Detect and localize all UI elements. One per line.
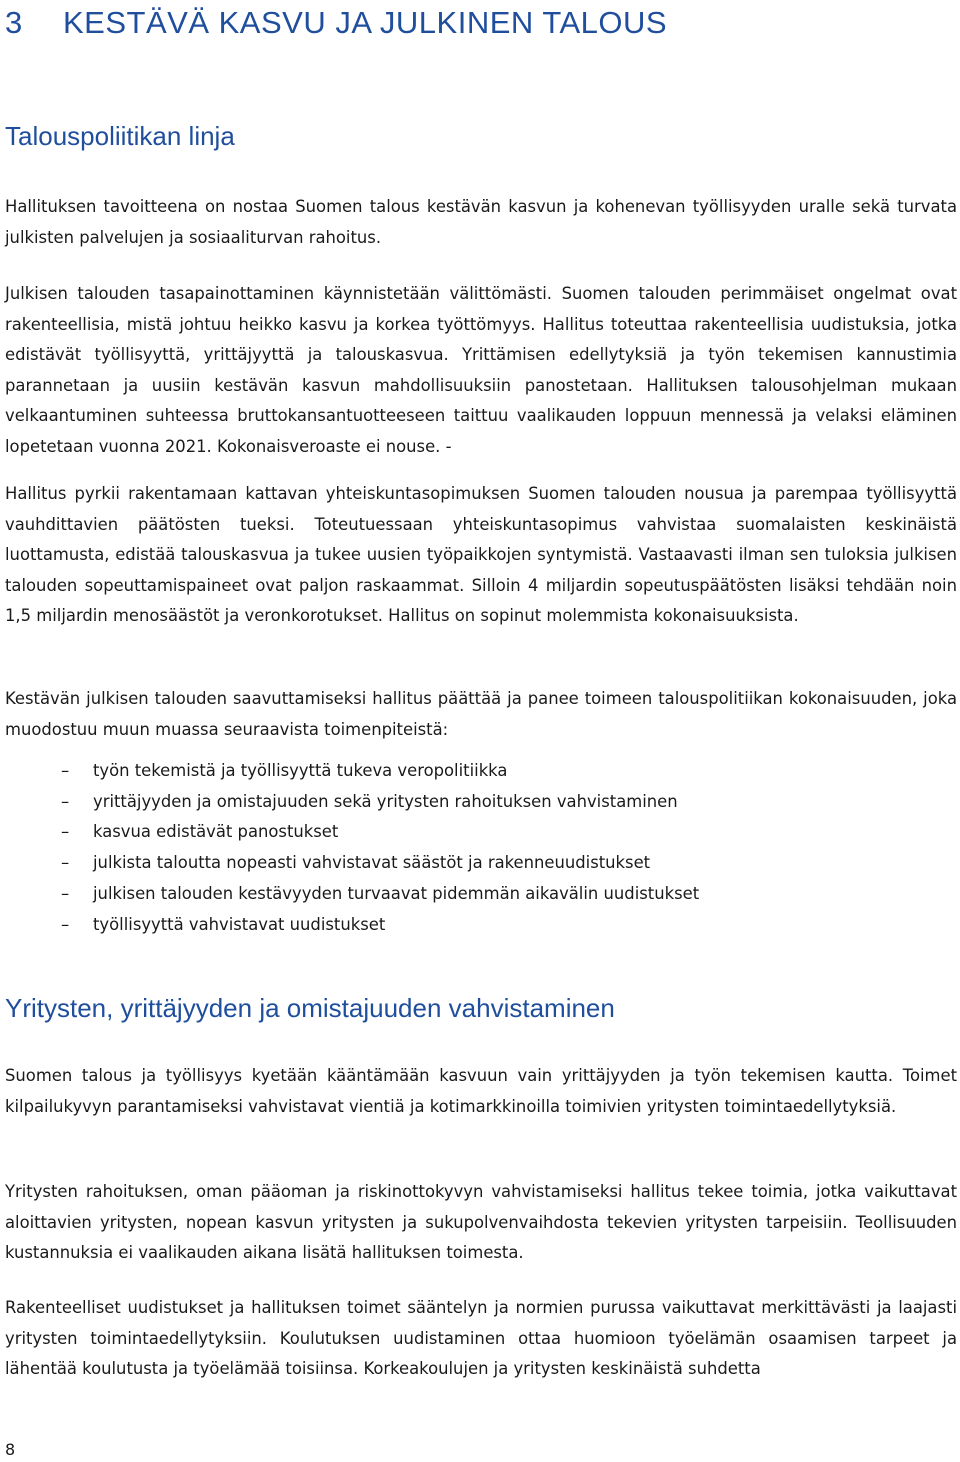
bullet-dash: – [61, 822, 70, 842]
bullet-dash: – [61, 791, 70, 811]
list-item [5, 879, 957, 910]
chapter-title [5, 4, 667, 42]
page-number: 8 [5, 1440, 16, 1459]
list-item-text: julkisen talouden kestävyyden turvaavat pidemmän aikavälin uudistukset [93, 883, 700, 903]
bullet-dash: – [61, 761, 70, 780]
paragraph: Suomen talous ja työllisyys kyetään kääntämään kasvuun vain yrittäjyyden ja työn tekemisen kautta. Toimet kilpailukyvyn parantamiseksi vahvistavat vientiä ja kotimarkkinoilla toimivien yritysten toimintaedellytyksiä. [5, 1066, 957, 1116]
bullet-dash: – [61, 883, 70, 903]
bullet-dash: – [61, 914, 70, 934]
list-item-text: yrittäjyyden ja omistajuuden sekä yritysten rahoituksen vahvistaminen [93, 791, 678, 811]
list-item-text: julkista taloutta nopeasti vahvistavat säästöt ja rakenneuudistukset [93, 853, 651, 873]
chapter-title-text: KESTÄVÄ KASVU JA JULKINEN TALOUS [63, 5, 668, 40]
section-heading-talouspolitiikan-linja: Talouspoliitikan linja [5, 121, 235, 151]
bullet-dash: – [61, 853, 70, 873]
list-item-text: työllisyyttä vahvistavat uudistukset [93, 914, 386, 934]
paragraph: Julkisen talouden tasapainottaminen käynnistetään välittömästi. Suomen talouden perimmäiset ongelmat ovat rakenteellisia, mistä johtuu heikko kasvu ja korkea työttömyys. Hallitus toteuttaa rakenteellisia uudistuksia, jotka edistävät työllisyyttä, yrittäjyyttä ja talouskasvua. Yrittämisen edellytyksiä ja työn tekemisen kannustimia parannetaan ja uusiin kestävän kasvun mahdollisuuksiin panostetaan. Hallituksen talousohjelman mukaan velkaantuminen suhteessa bruttokansantuotteeseen taittuu vaalikauden loppuun mennessä ja velaksi eläminen lopetetaan vuonna 2021. Kokonaisveroaste ei nouse. - [5, 284, 957, 456]
list-item [5, 817, 957, 848]
list-item-text: kasvua edistävät panostukset [93, 822, 339, 842]
list-item [5, 756, 957, 787]
paragraph: Kestävän julkisen talouden saavuttamiseksi hallitus päättää ja panee toimeen talouspolitiikan kokonaisuuden, joka muodostuu muun muassa seuraavista toimenpiteistä: [5, 689, 957, 739]
paragraph: Hallitus pyrkii rakentamaan kattavan yhteiskuntasopimuksen Suomen talouden nousua ja parempaa työllisyyttä vauhdittavien päätösten tueksi. Toteutuessaan yhteiskuntasopimus vahvistaa suomalaisten keskinäistä luottamusta, edistää talouskasvua ja tukee uusien työpaikkojen syntymistä. Vastaavasti ilman sen tuloksia julkisen talouden sopeuttamispaineet ovat paljon raskaammat. Silloin 4 miljardin sopeutuspäätösten lisäksi tehdään noin 1,5 miljardin menosäästöt ja veronkorotukset. Hallitus on sopinut molemmista kokonaisuuksista. [5, 484, 957, 625]
chapter-number: 3 [5, 5, 23, 40]
list-item [5, 848, 957, 879]
list-item-text: työn tekemistä ja työllisyyttä tukeva veropolitiikka [93, 761, 508, 780]
paragraph: Rakenteelliset uudistukset ja hallituksen toimet sääntelyn ja normien purussa vaikuttavat merkittävästi ja laajasti yritysten toimintaedellytyksiin. Koulutuksen uudistaminen ottaa huomioon työelämän osaamisen tarpeet ja lähentää koulutusta ja työelämää toisiinsa. Korkeakoulujen ja yritysten keskinäistä suhdetta [5, 1298, 957, 1378]
section-heading-yritysten-vahvistaminen: Yritysten, yrittäjyyden ja omistajuuden vahvistaminen [5, 993, 615, 1023]
list-item [5, 787, 957, 818]
list-item [5, 910, 957, 941]
paragraph: Hallituksen tavoitteena on nostaa Suomen talous kestävän kasvun ja kohenevan työllisyyden uralle sekä turvata julkisten palvelujen ja sosiaaliturvan rahoitus. [5, 197, 957, 247]
paragraph: Yritysten rahoituksen, oman pääoman ja riskinottokyvyn vahvistamiseksi hallitus tekee toimia, jotka vaikuttavat aloittavien yritysten, nopean kasvun yritysten ja sukupolvenvaihdosta tekevien yritysten tarpeisiin. Teollisuuden kustannuksia ei vaalikauden aikana lisätä hallituksen toimesta. [5, 1182, 957, 1262]
measures-list [5, 756, 957, 940]
